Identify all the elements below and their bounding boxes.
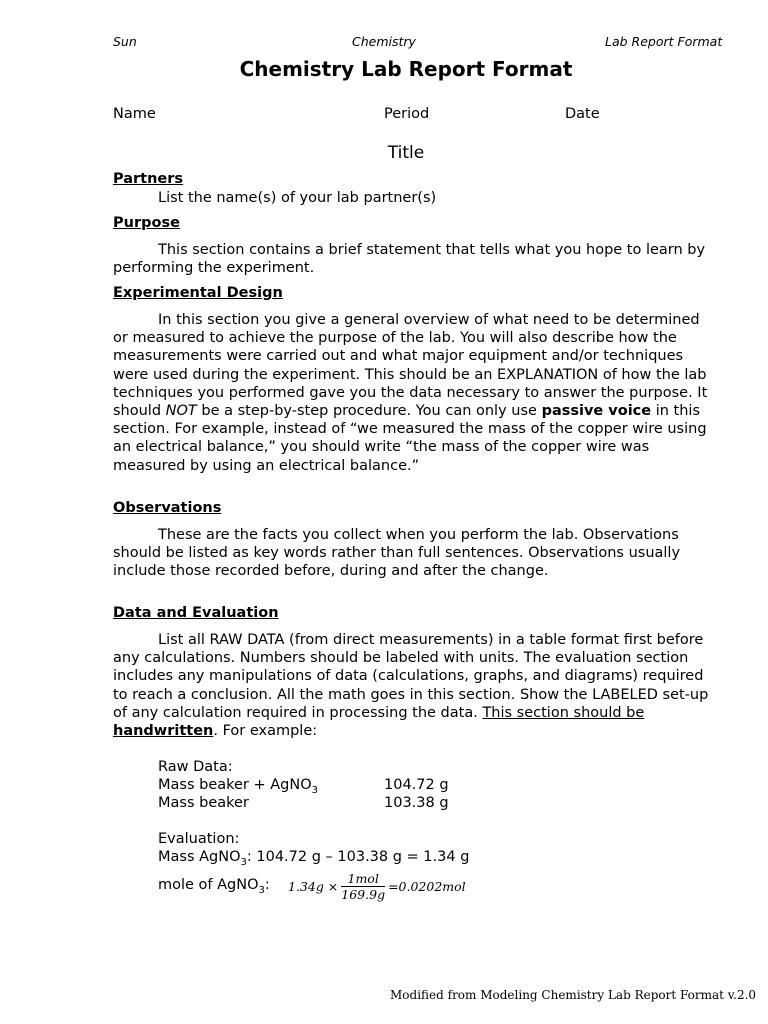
purpose-heading: Purpose bbox=[113, 215, 180, 231]
mole-calculation-label: mole of AgNO$_3$: bbox=[158, 877, 270, 896]
design-heading: Experimental Design bbox=[113, 285, 283, 301]
mole-equation bbox=[288, 867, 466, 905]
fraction-denominator: 169.9g bbox=[341, 886, 386, 902]
mass-calculation: Mass AgNO$_3$: 104.72 g – 103.38 g = 1.34 g bbox=[158, 849, 470, 868]
page-title: Chemistry Lab Report Format bbox=[239, 57, 573, 81]
period-label: Period bbox=[384, 106, 430, 122]
raw-data-label: Raw Data: bbox=[158, 759, 233, 775]
raw-row-value: 103.38 g bbox=[384, 795, 449, 811]
partners-text: List the name(s) of your lab partner(s) bbox=[158, 190, 437, 206]
mole-fraction bbox=[341, 871, 385, 902]
name-label: Name bbox=[113, 106, 156, 122]
raw-row-label: Mass beaker bbox=[158, 795, 249, 811]
partners-heading: Partners bbox=[113, 171, 184, 187]
mole-equation-rhs: =0.0202mol bbox=[388, 878, 466, 894]
evaluation-label: Evaluation: bbox=[158, 831, 240, 847]
header-center: Chemistry bbox=[352, 34, 416, 49]
header-right: Lab Report Format bbox=[605, 34, 723, 49]
passive-voice-emphasis: passive voice bbox=[541, 403, 652, 420]
fraction-numerator: 1mol bbox=[341, 871, 385, 887]
data-eval-heading: Data and Evaluation bbox=[113, 605, 279, 621]
date-label: Date bbox=[565, 106, 600, 122]
footer-note: Modified from Modeling Chemistry Lab Report Format v.2.0 bbox=[390, 988, 757, 1002]
handwritten-note: This section should be handwritten bbox=[113, 704, 645, 740]
mole-equation-lhs: 1.34g × bbox=[288, 878, 339, 894]
observations-heading: Observations bbox=[113, 500, 222, 516]
header-left: Sun bbox=[113, 34, 137, 49]
raw-row-label: Mass beaker + AgNO$_3$ bbox=[158, 777, 319, 796]
raw-row-value: 104.72 g bbox=[384, 777, 449, 793]
report-title: Title bbox=[387, 143, 425, 163]
observations-text: These are the facts you collect when you perform the lab. Observations should be listed as key words rather than full sentences. Observations usually include those recorded before, during and after the change. bbox=[113, 527, 681, 580]
data-eval-text: List all RAW DATA (from direct measurements) in a table format first before any calculations. Numbers should be labeled with units. The evaluation section includes any manipulations of data (calculations, graphs, and diagrams) required to reach a conclusion. All the math goes in this section. Show the LABELED set-up of any calculation required in processing the data. This section should be handwritten. For example: bbox=[113, 632, 709, 740]
purpose-text: This section contains a brief statement that tells what you hope to learn by performing the experiment. bbox=[113, 242, 706, 277]
not-emphasis: NOT bbox=[165, 403, 197, 420]
design-text: In this section you give a general overview of what need to be determined or measured to achieve the purpose of the lab. You will also describe how the measurements were carried out and what major equipment and/or techniques were used during the experiment. This should be an EXPLANATION of how the lab techniques you performed gave you the data necessary to answer the purpose. It should NOT be a step-by-step procedure. You can only use passive voice in this section. For example, instead of “we measured the mass of the copper wire using an electrical balance,” you should write “the mass of the copper wire was measured by using an electrical balance.” bbox=[113, 312, 708, 474]
